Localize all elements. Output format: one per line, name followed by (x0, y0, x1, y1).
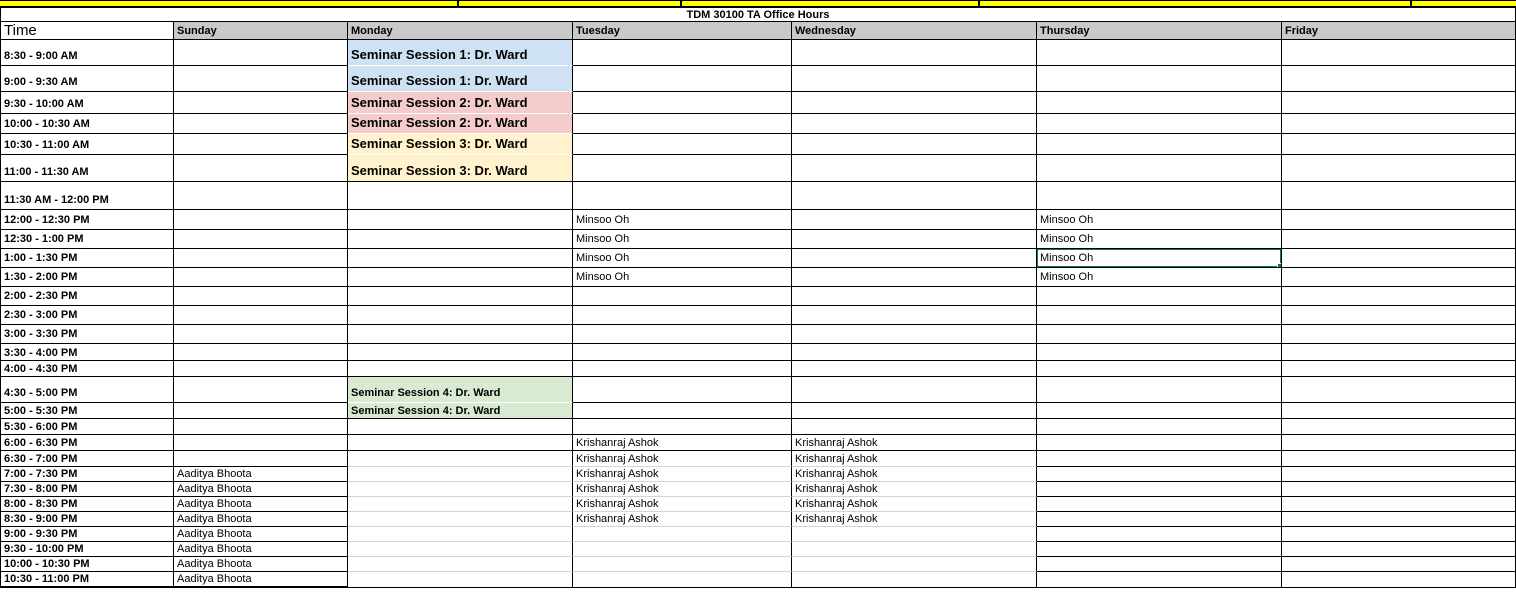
cell-sunday[interactable] (174, 403, 348, 419)
event-cell-tuesday[interactable]: Minsoo Oh (573, 249, 792, 268)
header-wednesday[interactable]: Wednesday (792, 22, 1037, 40)
header-tuesday[interactable]: Tuesday (573, 22, 792, 40)
time-label-cell[interactable]: 9:30 - 10:00 PM (0, 542, 174, 557)
time-label-cell[interactable]: 7:30 - 8:00 PM (0, 482, 174, 497)
cell-wednesday[interactable] (792, 268, 1037, 287)
event-cell-tuesday[interactable]: Krishanraj Ashok (573, 451, 792, 467)
event-cell-sunday[interactable]: Aaditya Bhoota (174, 512, 348, 527)
schedule-row (0, 482, 1516, 497)
cell-thursday[interactable] (1037, 306, 1282, 325)
cell-friday[interactable] (1282, 306, 1516, 325)
event-cell-tuesday[interactable]: Krishanraj Ashok (573, 512, 792, 527)
cell-thursday[interactable] (1037, 482, 1282, 497)
event-cell-monday[interactable]: Seminar Session 2: Dr. Ward (348, 92, 573, 114)
schedule-row (0, 527, 1516, 542)
cell-friday[interactable] (1282, 325, 1516, 344)
cell-wednesday[interactable] (792, 542, 1037, 557)
schedule-row (0, 344, 1516, 361)
event-cell-tuesday[interactable]: Minsoo Oh (573, 230, 792, 249)
header-time[interactable]: Time (0, 22, 174, 40)
cell-friday[interactable] (1282, 482, 1516, 497)
schedule-row (0, 557, 1516, 572)
cell-thursday[interactable] (1037, 419, 1282, 435)
cell-sunday[interactable] (174, 419, 348, 435)
column-tick (1410, 1, 1412, 6)
schedule-row (0, 134, 1516, 155)
header-monday[interactable]: Monday (348, 22, 573, 40)
event-cell-wednesday[interactable]: Krishanraj Ashok (792, 435, 1037, 451)
schedule-row (0, 268, 1516, 287)
cell-thursday[interactable] (1037, 155, 1282, 182)
cell-monday[interactable] (348, 572, 573, 588)
cell-sunday[interactable] (174, 287, 348, 306)
column-tick (978, 1, 980, 6)
cell-monday[interactable] (348, 182, 573, 210)
event-cell-monday[interactable]: Seminar Session 1: Dr. Ward (348, 66, 573, 92)
schedule-row (0, 419, 1516, 435)
schedule-row (0, 40, 1516, 66)
cell-friday[interactable] (1282, 527, 1516, 542)
time-label-cell[interactable]: 4:00 - 4:30 PM (0, 361, 174, 377)
cell-friday[interactable] (1282, 40, 1516, 66)
schedule-row (0, 287, 1516, 306)
cell-wednesday[interactable] (792, 557, 1037, 572)
cell-tuesday[interactable] (573, 403, 792, 419)
cell-wednesday[interactable] (792, 344, 1037, 361)
cell-sunday[interactable] (174, 344, 348, 361)
cell-thursday[interactable] (1037, 435, 1282, 451)
cell-thursday[interactable] (1037, 325, 1282, 344)
sheet-title: TDM 30100 TA Office Hours (686, 8, 830, 21)
time-label-cell[interactable]: 11:30 AM - 12:00 PM (0, 182, 174, 210)
cell-wednesday[interactable] (792, 230, 1037, 249)
cell-sunday[interactable] (174, 249, 348, 268)
cell-tuesday[interactable] (573, 287, 792, 306)
cell-tuesday[interactable] (573, 114, 792, 134)
schedule-row (0, 155, 1516, 182)
cell-wednesday[interactable] (792, 114, 1037, 134)
cell-wednesday[interactable] (792, 287, 1037, 306)
cell-friday[interactable] (1282, 467, 1516, 482)
schedule-row (0, 66, 1516, 92)
cell-monday[interactable] (348, 306, 573, 325)
event-cell-tuesday[interactable]: Krishanraj Ashok (573, 482, 792, 497)
event-cell-sunday[interactable]: Aaditya Bhoota (174, 557, 348, 572)
cell-sunday[interactable] (174, 114, 348, 134)
cell-thursday[interactable] (1037, 66, 1282, 92)
cell-thursday[interactable] (1037, 557, 1282, 572)
cell-sunday[interactable] (174, 451, 348, 467)
schedule-row (0, 451, 1516, 467)
cell-friday[interactable] (1282, 287, 1516, 306)
event-cell-monday[interactable]: Seminar Session 4: Dr. Ward (348, 403, 573, 419)
schedule-row (0, 542, 1516, 557)
event-cell-wednesday[interactable]: Krishanraj Ashok (792, 482, 1037, 497)
cell-monday[interactable] (348, 344, 573, 361)
cell-thursday[interactable] (1037, 361, 1282, 377)
cell-friday[interactable] (1282, 419, 1516, 435)
event-cell-wednesday[interactable]: Krishanraj Ashok (792, 497, 1037, 512)
cell-thursday[interactable] (1037, 467, 1282, 482)
cell-friday[interactable] (1282, 451, 1516, 467)
time-label-cell[interactable]: 2:30 - 3:00 PM (0, 306, 174, 325)
cell-friday[interactable] (1282, 249, 1516, 268)
time-label-cell[interactable]: 5:30 - 6:00 PM (0, 419, 174, 435)
cell-monday[interactable] (348, 287, 573, 306)
cell-sunday[interactable] (174, 134, 348, 155)
time-label-cell[interactable]: 8:30 - 9:00 PM (0, 512, 174, 527)
cell-sunday[interactable] (174, 361, 348, 377)
event-cell-wednesday[interactable]: Krishanraj Ashok (792, 451, 1037, 467)
cell-tuesday[interactable] (573, 40, 792, 66)
cell-wednesday[interactable] (792, 66, 1037, 92)
cell-sunday[interactable] (174, 210, 348, 230)
cell-friday[interactable] (1282, 403, 1516, 419)
schedule-row (0, 512, 1516, 527)
cell-friday[interactable] (1282, 182, 1516, 210)
schedule-row (0, 467, 1516, 482)
schedule-row (0, 361, 1516, 377)
schedule-row (0, 114, 1516, 134)
cell-sunday[interactable] (174, 268, 348, 287)
time-label-cell[interactable]: 11:00 - 11:30 AM (0, 155, 174, 182)
cell-thursday[interactable] (1037, 92, 1282, 114)
cell-tuesday[interactable] (573, 557, 792, 572)
cell-monday[interactable] (348, 542, 573, 557)
event-cell-monday[interactable]: Seminar Session 3: Dr. Ward (348, 155, 573, 182)
time-label-cell[interactable]: 3:00 - 3:30 PM (0, 325, 174, 344)
cell-friday[interactable] (1282, 377, 1516, 403)
cell-wednesday[interactable] (792, 527, 1037, 542)
schedule-row (0, 182, 1516, 210)
time-label-cell[interactable]: 9:00 - 9:30 AM (0, 66, 174, 92)
schedule-row (0, 230, 1516, 249)
cell-monday[interactable] (348, 557, 573, 572)
schedule-row (0, 92, 1516, 114)
time-label-cell[interactable]: 12:00 - 12:30 PM (0, 210, 174, 230)
cell-friday[interactable] (1282, 92, 1516, 114)
cell-monday[interactable] (348, 467, 573, 482)
cell-tuesday[interactable] (573, 155, 792, 182)
cell-tuesday[interactable] (573, 419, 792, 435)
schedule-row (0, 306, 1516, 325)
schedule-row (0, 249, 1516, 268)
cell-tuesday[interactable] (573, 377, 792, 403)
event-cell-monday[interactable]: Seminar Session 4: Dr. Ward (348, 377, 573, 403)
cell-friday[interactable] (1282, 557, 1516, 572)
cell-thursday[interactable] (1037, 114, 1282, 134)
cell-wednesday[interactable] (792, 182, 1037, 210)
event-cell-thursday[interactable]: Minsoo Oh (1037, 268, 1282, 287)
cell-tuesday[interactable] (573, 306, 792, 325)
event-cell-sunday[interactable]: Aaditya Bhoota (174, 497, 348, 512)
header-row (0, 22, 1516, 40)
cell-thursday[interactable] (1037, 377, 1282, 403)
time-label-cell[interactable]: 1:30 - 2:00 PM (0, 268, 174, 287)
cell-wednesday[interactable] (792, 92, 1037, 114)
cell-tuesday[interactable] (573, 325, 792, 344)
event-cell-thursday[interactable]: Minsoo Oh (1037, 210, 1282, 230)
cell-tuesday[interactable] (573, 66, 792, 92)
event-cell-tuesday[interactable]: Krishanraj Ashok (573, 497, 792, 512)
cell-friday[interactable] (1282, 66, 1516, 92)
time-label-cell[interactable]: 3:30 - 4:00 PM (0, 344, 174, 361)
cell-friday[interactable] (1282, 230, 1516, 249)
cell-thursday[interactable] (1037, 542, 1282, 557)
cell-friday[interactable] (1282, 134, 1516, 155)
cell-wednesday[interactable] (792, 572, 1037, 588)
time-label-cell[interactable]: 1:00 - 1:30 PM (0, 249, 174, 268)
cell-tuesday[interactable] (573, 134, 792, 155)
event-cell-sunday[interactable]: Aaditya Bhoota (174, 572, 348, 588)
cell-monday[interactable] (348, 512, 573, 527)
cell-monday[interactable] (348, 361, 573, 377)
cell-friday[interactable] (1282, 542, 1516, 557)
cell-tuesday[interactable] (573, 572, 792, 588)
event-cell-sunday[interactable]: Aaditya Bhoota (174, 527, 348, 542)
cell-thursday[interactable] (1037, 527, 1282, 542)
cell-monday[interactable] (348, 527, 573, 542)
cell-thursday[interactable] (1037, 344, 1282, 361)
cell-sunday[interactable] (174, 182, 348, 210)
cell-wednesday[interactable] (792, 306, 1037, 325)
cell-thursday[interactable] (1037, 287, 1282, 306)
event-cell-monday[interactable]: Seminar Session 1: Dr. Ward (348, 40, 573, 66)
cell-thursday[interactable] (1037, 403, 1282, 419)
event-cell-sunday[interactable]: Aaditya Bhoota (174, 482, 348, 497)
cell-friday[interactable] (1282, 155, 1516, 182)
event-cell-monday[interactable]: Seminar Session 2: Dr. Ward (348, 114, 573, 134)
cell-tuesday[interactable] (573, 182, 792, 210)
time-label-cell[interactable]: 4:30 - 5:00 PM (0, 377, 174, 403)
time-label-cell[interactable]: 6:30 - 7:00 PM (0, 451, 174, 467)
cell-wednesday[interactable] (792, 40, 1037, 66)
schedule-row (0, 435, 1516, 451)
cell-wednesday[interactable] (792, 403, 1037, 419)
cell-tuesday[interactable] (573, 92, 792, 114)
cell-wednesday[interactable] (792, 325, 1037, 344)
cell-friday[interactable] (1282, 268, 1516, 287)
event-cell-monday[interactable]: Seminar Session 3: Dr. Ward (348, 134, 573, 155)
cell-thursday[interactable] (1037, 451, 1282, 467)
cell-monday[interactable] (348, 268, 573, 287)
cell-sunday[interactable] (174, 155, 348, 182)
cell-tuesday[interactable] (573, 361, 792, 377)
schedule-row (0, 572, 1516, 588)
time-label-cell[interactable]: 8:00 - 8:30 PM (0, 497, 174, 512)
cell-sunday[interactable] (174, 66, 348, 92)
cell-tuesday[interactable] (573, 344, 792, 361)
event-cell-thursday[interactable]: Minsoo Oh (1037, 249, 1282, 268)
event-cell-tuesday[interactable]: Krishanraj Ashok (573, 467, 792, 482)
cell-sunday[interactable] (174, 306, 348, 325)
cell-monday[interactable] (348, 249, 573, 268)
cell-monday[interactable] (348, 230, 573, 249)
cell-monday[interactable] (348, 451, 573, 467)
cell-thursday[interactable] (1037, 182, 1282, 210)
cell-wednesday[interactable] (792, 155, 1037, 182)
event-cell-tuesday[interactable]: Krishanraj Ashok (573, 435, 792, 451)
sheet-title-cell[interactable] (0, 8, 1516, 22)
cell-wednesday[interactable] (792, 249, 1037, 268)
time-label-cell[interactable]: 2:00 - 2:30 PM (0, 287, 174, 306)
cell-sunday[interactable] (174, 377, 348, 403)
header-friday[interactable]: Friday (1282, 22, 1516, 40)
time-label-cell[interactable]: 9:00 - 9:30 PM (0, 527, 174, 542)
cell-thursday[interactable] (1037, 512, 1282, 527)
event-cell-sunday[interactable]: Aaditya Bhoota (174, 542, 348, 557)
event-cell-tuesday[interactable]: Minsoo Oh (573, 210, 792, 230)
cell-friday[interactable] (1282, 114, 1516, 134)
schedule-row (0, 325, 1516, 344)
cell-thursday[interactable] (1037, 40, 1282, 66)
event-cell-wednesday[interactable]: Krishanraj Ashok (792, 467, 1037, 482)
cell-monday[interactable] (348, 210, 573, 230)
cell-sunday[interactable] (174, 40, 348, 66)
time-label-cell[interactable]: 9:30 - 10:00 AM (0, 92, 174, 114)
cell-thursday[interactable] (1037, 497, 1282, 512)
time-label-cell[interactable]: 12:30 - 1:00 PM (0, 230, 174, 249)
cell-monday[interactable] (348, 482, 573, 497)
column-tick (457, 1, 459, 6)
cell-wednesday[interactable] (792, 134, 1037, 155)
event-cell-tuesday[interactable]: Minsoo Oh (573, 268, 792, 287)
time-label-cell[interactable]: 10:00 - 10:30 AM (0, 114, 174, 134)
time-label-cell[interactable]: 8:30 - 9:00 AM (0, 40, 174, 66)
cell-friday[interactable] (1282, 572, 1516, 588)
cell-tuesday[interactable] (573, 542, 792, 557)
cell-sunday[interactable] (174, 92, 348, 114)
cell-friday[interactable] (1282, 512, 1516, 527)
header-thursday[interactable]: Thursday (1037, 22, 1282, 40)
cell-tuesday[interactable] (573, 527, 792, 542)
time-label-cell[interactable]: 10:30 - 11:00 PM (0, 572, 174, 588)
event-cell-thursday[interactable]: Minsoo Oh (1037, 230, 1282, 249)
cell-wednesday[interactable] (792, 210, 1037, 230)
cell-monday[interactable] (348, 435, 573, 451)
event-cell-sunday[interactable]: Aaditya Bhoota (174, 467, 348, 482)
cell-sunday[interactable] (174, 230, 348, 249)
column-tick (680, 1, 682, 6)
time-label-cell[interactable]: 5:00 - 5:30 PM (0, 403, 174, 419)
time-label-cell[interactable]: 6:00 - 6:30 PM (0, 435, 174, 451)
schedule-row (0, 377, 1516, 403)
cell-friday[interactable] (1282, 344, 1516, 361)
event-cell-wednesday[interactable]: Krishanraj Ashok (792, 512, 1037, 527)
cell-wednesday[interactable] (792, 377, 1037, 403)
cell-monday[interactable] (348, 325, 573, 344)
cell-monday[interactable] (348, 497, 573, 512)
cell-thursday[interactable] (1037, 572, 1282, 588)
schedule-row (0, 497, 1516, 512)
cell-sunday[interactable] (174, 325, 348, 344)
cell-friday[interactable] (1282, 435, 1516, 451)
cell-monday[interactable] (348, 419, 573, 435)
cell-thursday[interactable] (1037, 134, 1282, 155)
schedule-row (0, 210, 1516, 230)
cell-sunday[interactable] (174, 435, 348, 451)
header-sunday[interactable]: Sunday (174, 22, 348, 40)
time-label-cell[interactable]: 7:00 - 7:30 PM (0, 467, 174, 482)
schedule-row (0, 403, 1516, 419)
cell-friday[interactable] (1282, 210, 1516, 230)
top-cut-row-yellow (0, 0, 1516, 8)
cell-friday[interactable] (1282, 497, 1516, 512)
cell-wednesday[interactable] (792, 419, 1037, 435)
time-label-cell[interactable]: 10:00 - 10:30 PM (0, 557, 174, 572)
schedule-grid (0, 22, 1516, 588)
cell-wednesday[interactable] (792, 361, 1037, 377)
time-label-cell[interactable]: 10:30 - 11:00 AM (0, 134, 174, 155)
cell-friday[interactable] (1282, 361, 1516, 377)
